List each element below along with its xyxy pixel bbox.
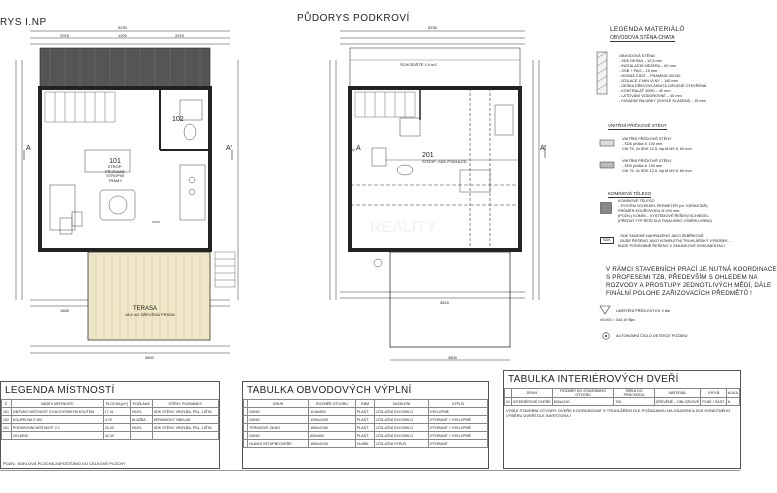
fire-detector-icon <box>602 332 610 340</box>
fire-item: (PŘEDAT TYP ŘEŠÍ DLE FINÁLNÍHO VÝBĚRU KRBU) <box>618 219 712 223</box>
cell: IZOLAČNÍ DVOJSKLO <box>375 432 428 440</box>
cell: INTERIÉROVÉ DVEŘE <box>513 399 551 404</box>
svg-text:A': A' <box>226 145 233 152</box>
table-row <box>505 398 740 406</box>
wall-item: - OSB + PAO – 15 mm <box>619 69 658 73</box>
coordination-note-3: ROZVODY A PROSTUPY JEDNOTLIVÝCH MĚDÍ, DÁLE <box>606 282 772 289</box>
table-header-row <box>244 400 488 408</box>
table-row <box>2 408 219 416</box>
wall-item: - DESKA DŘEVOVLÁKNITÁ DIFUZNĚ OTEVŘENÁ <box>619 84 707 88</box>
room-101-label <box>100 158 130 183</box>
doors-table <box>503 370 741 469</box>
cell: OBÝVACÍ MÍSTNOST S KUCHYŇSKÝM KOUTEM <box>11 408 103 416</box>
room-201-label <box>422 152 467 164</box>
cell: VINYL <box>130 408 152 416</box>
cell: SDK STĚNY, VINYLBA, PDL, LIŠTA <box>152 424 218 432</box>
cell: HLINÍK <box>355 440 375 448</box>
dim-bottom-2: 1865 <box>60 308 69 313</box>
left-plan-title: RYS I.NP <box>0 17 47 28</box>
cell: OTVÍRAVÉ + VÝKLOPNÉ <box>428 424 487 432</box>
fire-item: PRŮMĚR KOUŘOVODU Ø 200 mm, <box>618 209 681 213</box>
coordination-note-4: FINÁLNÍ POLOHE ZAŘIZOVACÍCH PŘEDMĚTŮ ! <box>606 290 753 297</box>
sdk-item: - SDK SNADNÉ NAHRAZENO JAKO ŽEBŘÍKOVÉ <box>618 234 704 238</box>
cell: PLAST <box>355 416 375 424</box>
cell: K <box>726 398 739 406</box>
wall-item: - LAŤOVÁNÍ VODOROVNÉ – 40 mm <box>619 94 682 98</box>
cell: HLAVNÍ VSTUPNÍ DVEŘE <box>248 440 309 448</box>
sheet-bottom-border <box>0 470 740 471</box>
table-row <box>244 432 488 440</box>
inner-item: CW 75, 2x SDK 12,5, vlp.M MV tl. 60 mm <box>622 169 692 173</box>
inner-wall-symbol-2 <box>600 161 614 169</box>
mark1-text: UMÍSTĚNÍ PŘÍČKOVÝCH V dle <box>616 309 671 313</box>
wall-item: - IZOLACE Z MIN VLNY – 140 mm <box>619 79 678 83</box>
stair-note: SCHODIŠTĚ 1,9 m2 <box>400 62 437 67</box>
cell: DLAŽBA <box>130 416 152 424</box>
cell: CELKEM <box>11 432 103 440</box>
dim-top-4: 2015 <box>175 33 184 38</box>
col-header: RÁM <box>355 400 375 408</box>
cell: VINYL <box>130 424 152 432</box>
cell: OTVÍRAVÉ + VÝKLOPNÉ <box>428 432 487 440</box>
col-header: DRUH <box>512 389 553 398</box>
terasa-sub: 18,6 m2 DŘEVĚNÁ PRKNA <box>125 312 175 317</box>
col-header: ROZMĚR DO STAVEBNÍHO OTVORU <box>552 389 614 398</box>
rooms-table-title: LEGENDA MÍSTNOSTÍ <box>5 385 115 396</box>
materials-legend <box>592 20 777 360</box>
col-header: NÁZEV MÍSTNOSTI <box>11 400 103 408</box>
coordination-note-1: V RÁMCI STAVEBNÍCH PRACÍ JE NUTNÁ KOORDINACE <box>606 266 777 273</box>
cell: TERASOVÉ OKNO <box>248 424 309 432</box>
dim-top-1: 5230 <box>118 25 127 30</box>
table-row <box>244 424 488 432</box>
cell: 20,43 <box>103 424 130 432</box>
cell: PLAST <box>355 432 375 440</box>
cell <box>2 432 12 440</box>
cell: IZOLAČNÍ DVOJSKLO <box>375 408 428 416</box>
cell: OKNO <box>248 416 309 424</box>
col-header: Č. <box>2 400 12 408</box>
cell: 101 <box>2 408 12 416</box>
terasa-label <box>125 306 175 317</box>
dim-bottom-1: 3800 <box>145 355 154 360</box>
inner-walls-title: VNITŘNÍ PŘÍČKOVÉ STĚNY <box>608 123 667 128</box>
col-header: KLIKA <box>726 389 739 398</box>
sdk-item: - BUDE ŘEŠENO JAKO KOMPLETNÍ TRUHLÁŘSKÝ VÝROBEK – <box>618 239 732 243</box>
table-row <box>244 440 488 448</box>
level-note: ±0,000 = 344,19 Bpv <box>600 318 636 322</box>
chimney-symbol <box>600 202 612 214</box>
dim-bottom-right: 3800 <box>448 355 457 360</box>
svg-text:A: A <box>356 145 361 152</box>
col-header <box>505 389 512 398</box>
cell: VÝKLOPNÉ <box>428 408 487 416</box>
cell: OKNO <box>248 432 309 440</box>
terasa-title: TERASA <box>132 306 157 312</box>
cell: DŘEVĚNÉ – OBLOŽKOVÉ <box>655 399 700 404</box>
inner-item: - SDK příčka tl. 100 mm <box>622 142 663 146</box>
cell: 1200x1200 <box>309 416 356 424</box>
cell: OKNO <box>248 408 309 416</box>
right-plan-title: PŮDORYS PODKROVÍ <box>297 13 410 24</box>
col-header: MATERIÁL <box>654 389 701 398</box>
inner-wall-symbol <box>600 139 614 147</box>
cell: 4,75 <box>103 416 130 424</box>
dim-top-right: 5230 <box>428 25 437 30</box>
cell: 1145x500 <box>309 408 356 416</box>
fire-title: KOMÍNOVÉ TĚLESO <box>608 191 652 196</box>
dim-top-2: 2015 <box>60 33 69 38</box>
fire-item: KOMÍNOVÉ TĚLESO <box>618 199 655 203</box>
cell: OTVÍRAVÉ + VÝKLOPNÉ <box>428 416 487 424</box>
col-header: DRUH <box>248 400 309 408</box>
inner-item: - SDK příčka tl. 100 mm <box>622 164 663 168</box>
cell: 1500x2150 <box>309 424 356 432</box>
room-102-label: 102 <box>172 116 184 123</box>
inner-item: VNITŘNÍ PŘÍČKOVÉ STĚNY <box>622 159 672 163</box>
wall-section-hatch <box>597 52 607 94</box>
cell: PLAST <box>355 424 375 432</box>
doors-table-title: TABULKA INTERIÉROVÝCH DVEŘÍ <box>508 374 679 385</box>
col-header: ŠÍŘKA DO PRŮCHODU <box>614 389 654 398</box>
mark2-text: AUTONOMNÍ ČIDLO DETEKCE POŽÁRU <box>616 334 688 338</box>
cell: 01 <box>506 399 510 404</box>
svg-text:A': A' <box>540 145 547 152</box>
legend-title: LEGENDA MATERIÁLŮ <box>610 26 685 33</box>
room-number: 101 <box>109 158 121 165</box>
cell: 102 <box>2 416 12 424</box>
col-header: ZASKLENÍ <box>375 400 428 408</box>
table-row <box>2 432 219 440</box>
legend-subtitle: OBVODOVÁ STĚNA-CHATA <box>610 35 675 41</box>
room-note: STROP: SDK PODHLED <box>422 159 467 164</box>
level-mark-icon <box>600 306 610 316</box>
table-row <box>244 408 488 416</box>
table-row <box>2 424 219 432</box>
doors-table-grid <box>504 388 740 406</box>
cell: PLAST <box>355 408 375 416</box>
cell: 1000x2100 <box>309 440 356 448</box>
windows-table-grid <box>243 399 488 448</box>
cell: KERAMICKÝ OBKLAD <box>152 416 218 424</box>
inner-item: CW 75, 2x SDK 12,5, vlp.M MV tl. 60 mm <box>622 147 692 151</box>
room-note: STROP: PŘIZNANÉ STROPNÍ TRÁMY <box>104 164 126 183</box>
cell: 17,41 <box>103 408 130 416</box>
cell: 700 <box>614 398 654 406</box>
rooms-table-note: POZN.: SOKLOVÁ PLOCHA ZAPOČÍTÁNO DO CELKOVÉ PLOCHY <box>3 461 126 466</box>
dim-bottom-3: 3815 <box>440 300 449 305</box>
col-header: PLOCHA [m²] <box>103 400 130 408</box>
table-row <box>244 416 488 424</box>
cell: SDK STĚNY, VINYLBA, PDL, LIŠTA <box>152 408 218 416</box>
cell: PLNÉ / ČÁST. <box>702 399 725 404</box>
cell: 201 <box>2 424 12 432</box>
fire-item: (POZN.) KOMÍN – SYSTÉMOVÉ ŘEŠENÍ SCHIEDEL <box>618 214 709 218</box>
coordination-note-2: S PROFESEMI TZB, PŘEDEVŠÍM S OHLEDEM NA <box>606 274 758 281</box>
table-header-row <box>2 400 219 408</box>
fire-item: - SYSTÉM SCHIEDEL PERMETER (vč. KERASTAR) <box>618 204 708 208</box>
col-header: VÝPLŇ <box>701 389 727 398</box>
table-row <box>2 416 219 424</box>
svg-text:A: A <box>26 145 31 152</box>
sdk-item: BUDE PODROBNĚ ŘEŠENO V ZAKÁZKOVÉ DOKUMENTACI <box>618 244 725 248</box>
cell: IZOLAČNÍ VÝPLŇ <box>375 440 428 448</box>
wall-item: - INSTALAČNÍ MEZERA – 60 mm <box>619 64 676 68</box>
dim-top-3: 1200 <box>118 33 127 38</box>
cell <box>130 432 152 440</box>
room-number: 201 <box>422 152 434 159</box>
cell: PODKROVNÍ MÍSTNOST 2.1 <box>11 424 103 432</box>
cell: 42,49 <box>103 432 130 440</box>
rooms-table-grid <box>1 399 219 440</box>
cell: 800x2100 <box>552 398 614 406</box>
wall-item: OBVODOVÁ STĚNA: <box>619 54 656 58</box>
cell: OTVÍRAVÉ <box>428 440 487 448</box>
col-header: VÝPLŇ <box>428 400 487 408</box>
cell: KOUPELNA S WC <box>11 416 103 424</box>
col-header: PODLAHA <box>130 400 152 408</box>
svg-text:REALITY: REALITY <box>370 219 437 236</box>
wall-item: - FASÁDNÍ PALUBKY (SVISLÉ KLADENÍ) – 19 mm <box>619 99 706 103</box>
wall-item: - KONTRALAŤ 30/50 – 40 mm <box>619 89 671 93</box>
windows-table-title: TABULKA OBVODOVÝCH VÝPLNÍ <box>247 385 412 396</box>
sdk-badge: SDK <box>600 237 614 244</box>
col-header: ROZMĚR OTVORU <box>309 400 356 408</box>
cell <box>152 432 218 440</box>
doors-table-note: VYBÍJÍ STAVEBNÍ OTVORY. DVEŘE KOORDINOVAT S TRUHLÁŘEM DLE POŽADAVKU NA OSAZENÍ A DLE KONEČNÉHO VÝBĚRU DVEŘÍ DLE INVESTORA ! <box>506 408 731 418</box>
col-header: STĚNY, POZNÁMKY <box>152 400 218 408</box>
inner-item: VNITŘNÍ PŘÍČKOVÉ STĚNY <box>622 137 672 141</box>
cell: IZOLAČNÍ DVOJSKLO <box>375 424 428 432</box>
wall-item: - SDK DESKA – 12,5 mm <box>619 59 662 63</box>
rooms-table <box>0 381 220 469</box>
windows-table <box>242 381 489 469</box>
cell: IZOLAČNÍ DVOJSKLO <box>375 416 428 424</box>
wall-item: - NOSNÁ ČÁST – FRAMING 40/140 <box>619 74 681 78</box>
table-header-row <box>505 389 740 398</box>
cell: 600x600 <box>309 432 356 440</box>
